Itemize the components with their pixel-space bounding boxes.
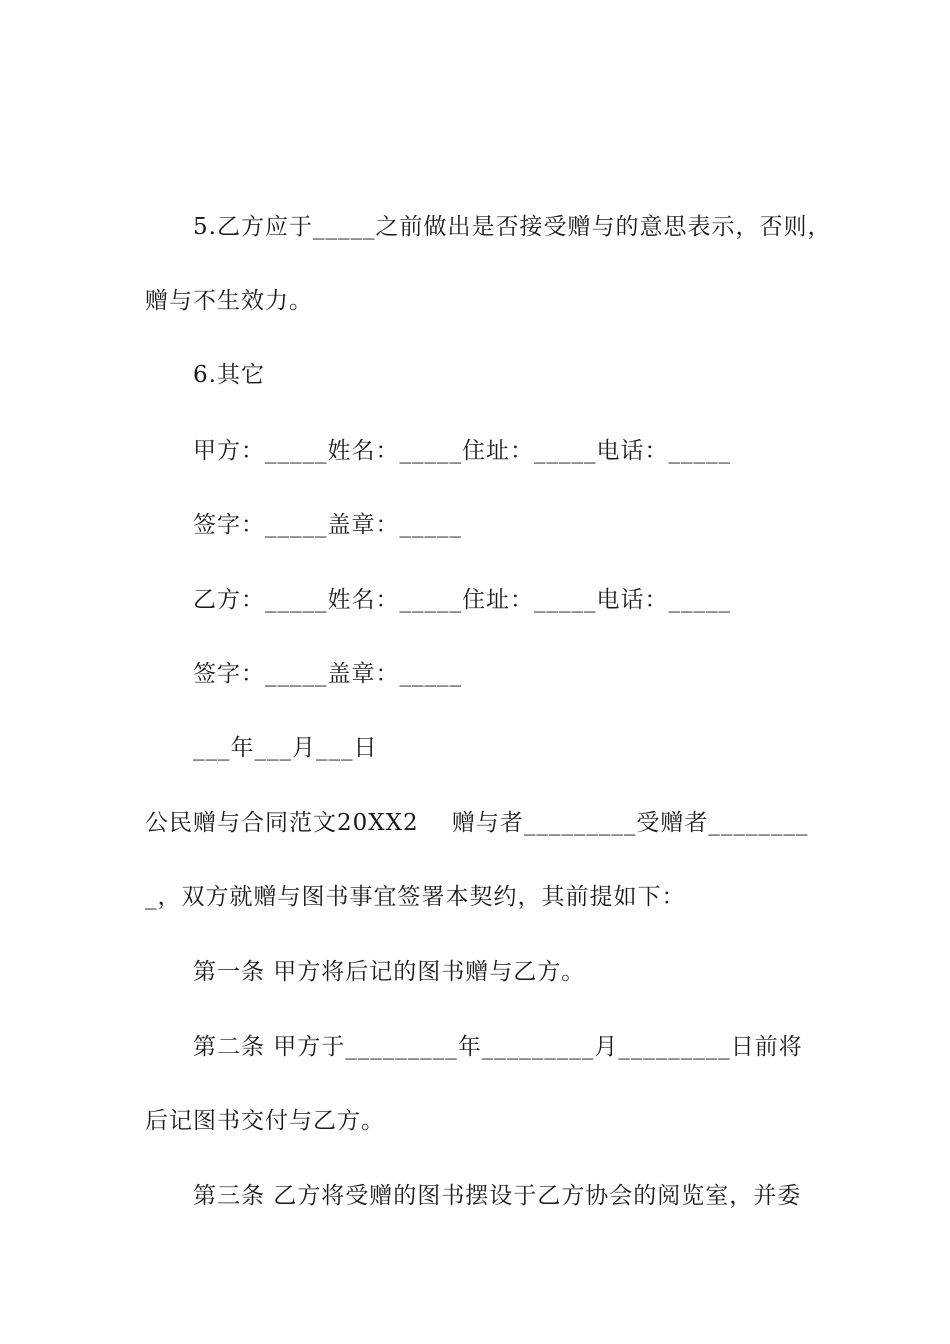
article-1: 第一条 甲方将后记的图书赠与乙方。	[193, 959, 586, 985]
party-a-info: 甲方：_____姓名：_____住址：_____电话：_____	[193, 438, 731, 464]
clause-6-heading: 6.其它	[193, 362, 265, 388]
party-b-info: 乙方：_____姓名：_____住址：_____电话：_____	[193, 587, 731, 613]
preamble-line: _，双方就赠与图书事宜签署本契约，其前提如下：	[145, 884, 686, 910]
date-line: ___年___月___日	[193, 735, 378, 761]
clause-5-line-1: 5.乙方应于_____之前做出是否接受赠与的意思表示，否则，	[193, 214, 832, 240]
article-2-line-2: 后记图书交付与乙方。	[145, 1108, 385, 1134]
clause-5-line-2: 赠与不生效力。	[145, 288, 313, 314]
article-3-line-1: 第三条 乙方将受赠的图书摆设于乙方协会的阅览室，并委	[193, 1183, 802, 1209]
article-2-line-1: 第二条 甲方于_________年_________月_________日前将	[193, 1034, 803, 1060]
party-b-signature: 签字：_____盖章：_____	[193, 661, 462, 687]
party-a-signature: 签字：_____盖章：_____	[193, 512, 462, 538]
contract-title-line: 公民赠与合同范文20XX2 赠与者_________受赠者________	[145, 810, 809, 836]
